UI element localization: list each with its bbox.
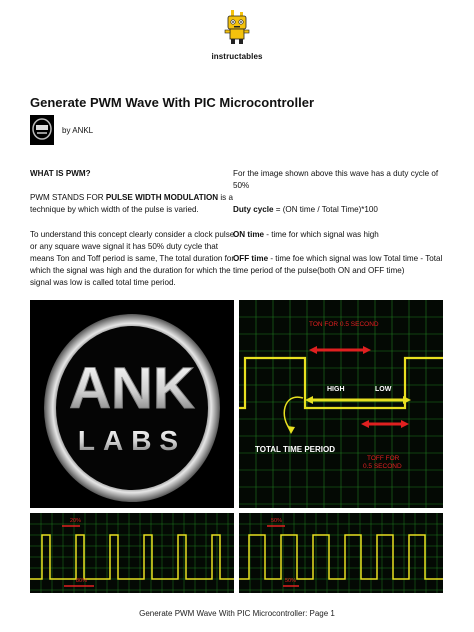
page-footer: Generate PWM Wave With PIC Microcontroller: Page 1 (139, 609, 335, 618)
on-time-term: ON time (233, 229, 265, 239)
pwm-definition-bold: PULSE WIDTH MODULATION (105, 193, 219, 203)
logo-text-labs: LABS (77, 425, 187, 456)
high-label: HIGH (327, 386, 345, 393)
pwm-definition-rest: is a technique by which width of the pulse is varied. (30, 193, 233, 215)
right-text-column (233, 168, 445, 289)
on-time-def: - time for which signal was high (264, 229, 379, 239)
duty-top-label: 50% (271, 518, 283, 524)
low-label: LOW (375, 386, 392, 393)
ank-labs-logo-image (30, 300, 234, 508)
duty-cycle-intro: For the image shown above this wave has a duty cycle of 50% (233, 169, 439, 191)
author-block[interactable] (30, 115, 93, 145)
off-time-term: OFF time (233, 253, 269, 263)
on-time-definition (233, 229, 445, 241)
toff-label: TOFF FOR (367, 455, 400, 462)
duty-cycle-def: = (ON time / Total Time)*100 (273, 205, 378, 215)
toff-label-duration: 0.5 SECOND (363, 463, 402, 470)
avatar[interactable] (30, 115, 54, 145)
brand-name[interactable]: instructables (211, 52, 263, 61)
duty-cycle-explanation: To understand this concept clearly consider a clock pulse or any square wave signal it has 50% duty cycle that means Ton and Toff period is same, The total duration for which the signal was high and the duration for which the signal was low is called total time period. (30, 229, 235, 288)
off-time-def: - time foe which signal was low Total time - Total time period of the pulse(both ON and OFF time) (233, 253, 443, 276)
duty-bottom-label: 50% (285, 578, 297, 584)
ank-labs-avatar-icon (30, 115, 54, 145)
section-heading: WHAT IS PWM? (30, 169, 91, 178)
duty-cycle-term: Duty cycle (233, 205, 274, 215)
total-time-label: TOTAL TIME PERIOD (255, 445, 336, 454)
pwm-20-percent-image (30, 513, 234, 593)
author-byline[interactable]: by ANKL (62, 125, 94, 135)
ton-label: TON FOR 0.5 SECOND (309, 321, 379, 328)
instructables-robot-icon[interactable] (222, 8, 252, 46)
logo-text-ank: ANK (69, 356, 195, 421)
page-title: Generate PWM Wave With PIC Microcontroller (30, 95, 315, 110)
pwm-definition-lead: PWM STANDS FOR (30, 193, 106, 203)
pwm-50-percent-image (239, 513, 443, 593)
off-time-definition (233, 253, 445, 277)
duty-top-label: 20% (70, 518, 82, 524)
left-text-column (30, 168, 242, 302)
duty-bottom-label: 80% (76, 578, 88, 584)
duty-cycle-formula (233, 204, 445, 216)
pwm-definition (30, 192, 242, 216)
pwm-diagram-image (239, 300, 443, 508)
site-header (0, 8, 474, 61)
